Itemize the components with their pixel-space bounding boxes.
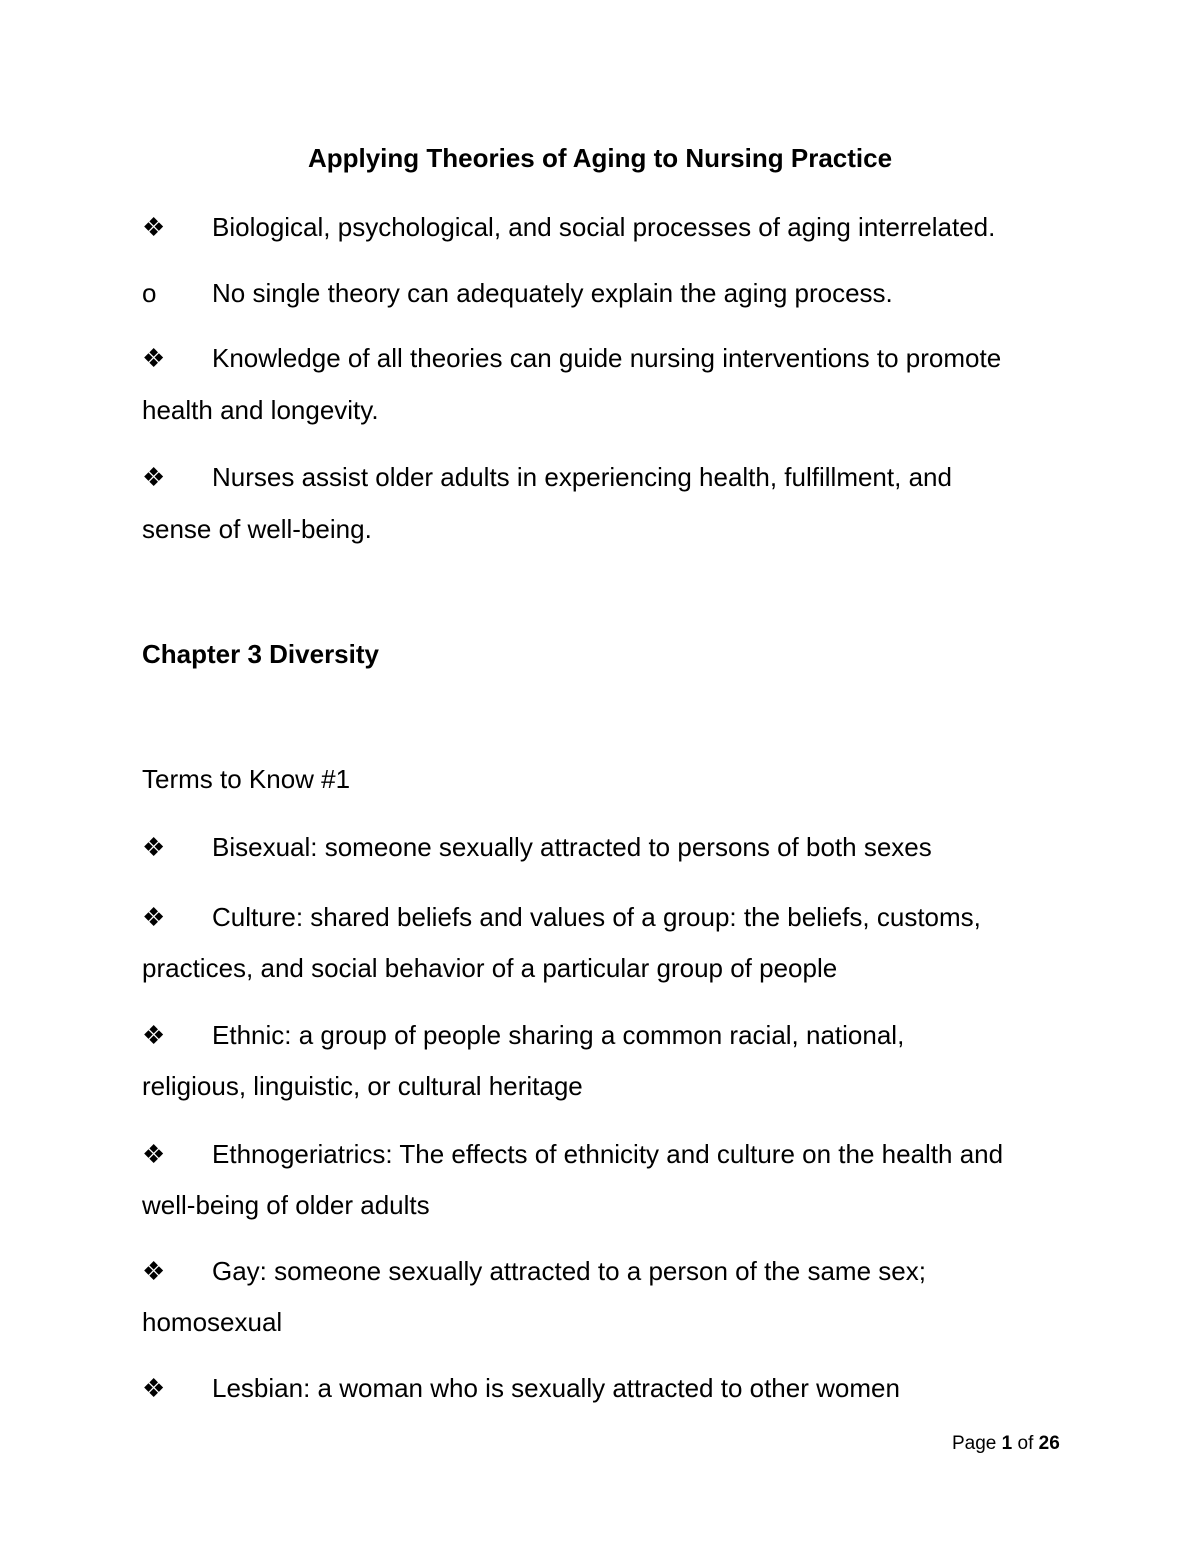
list-item-text: Biological, psychological, and social processes of aging interrelated.	[212, 212, 996, 242]
list-item-text: Culture: shared beliefs and values of a group: the beliefs, customs,	[212, 902, 981, 932]
bullet-diamond-icon: ❖	[142, 1256, 166, 1286]
bullet-diamond-icon: ❖	[142, 1139, 166, 1169]
bullet-diamond-icon: ❖	[142, 343, 166, 373]
list-item-continuation: well-being of older adults	[142, 1190, 430, 1220]
bullet-diamond-icon: ❖	[142, 832, 166, 862]
list-item-text: Gay: someone sexually attracted to a person of the same sex;	[212, 1256, 926, 1286]
chapter-heading: Chapter 3 Diversity	[142, 639, 379, 669]
list-item-continuation: homosexual	[142, 1307, 283, 1337]
list-item-continuation: practices, and social behavior of a particular group of people	[142, 953, 838, 983]
page-number-footer	[952, 1432, 1060, 1456]
page-word: Page	[952, 1433, 997, 1454]
bullet-diamond-icon: ❖	[142, 212, 166, 242]
page-total: 26	[1038, 1433, 1060, 1454]
bullet-diamond-icon: ❖	[142, 462, 166, 492]
list-item-text: Bisexual: someone sexually attracted to persons of both sexes	[212, 832, 932, 862]
list-item-continuation: health and longevity.	[142, 395, 379, 425]
bullet-diamond-icon: ❖	[142, 902, 166, 932]
list-item-text: Ethnic: a group of people sharing a common racial, national,	[212, 1020, 905, 1050]
bullet-diamond-icon: ❖	[142, 1373, 166, 1403]
list-item-continuation: sense of well-being.	[142, 514, 372, 544]
list-item-text: No single theory can adequately explain the aging process.	[212, 278, 893, 308]
page-title: Applying Theories of Aging to Nursing Practice	[307, 143, 893, 173]
list-item-text: Knowledge of all theories can guide nursing interventions to promote	[212, 343, 1002, 373]
terms-heading: Terms to Know #1	[142, 764, 351, 794]
list-item-continuation: religious, linguistic, or cultural heritage	[142, 1071, 583, 1101]
list-item-text: Ethnogeriatrics: The effects of ethnicity and culture on the health and	[212, 1139, 1004, 1169]
page-number: 1	[1001, 1433, 1013, 1454]
sub-bullet-marker: o	[142, 278, 157, 308]
list-item-text: Nurses assist older adults in experiencing health, fulfillment, and	[212, 462, 952, 492]
of-word: of	[1017, 1433, 1034, 1454]
list-item-text: Lesbian: a woman who is sexually attracted to other women	[212, 1373, 900, 1403]
bullet-diamond-icon: ❖	[142, 1020, 166, 1050]
